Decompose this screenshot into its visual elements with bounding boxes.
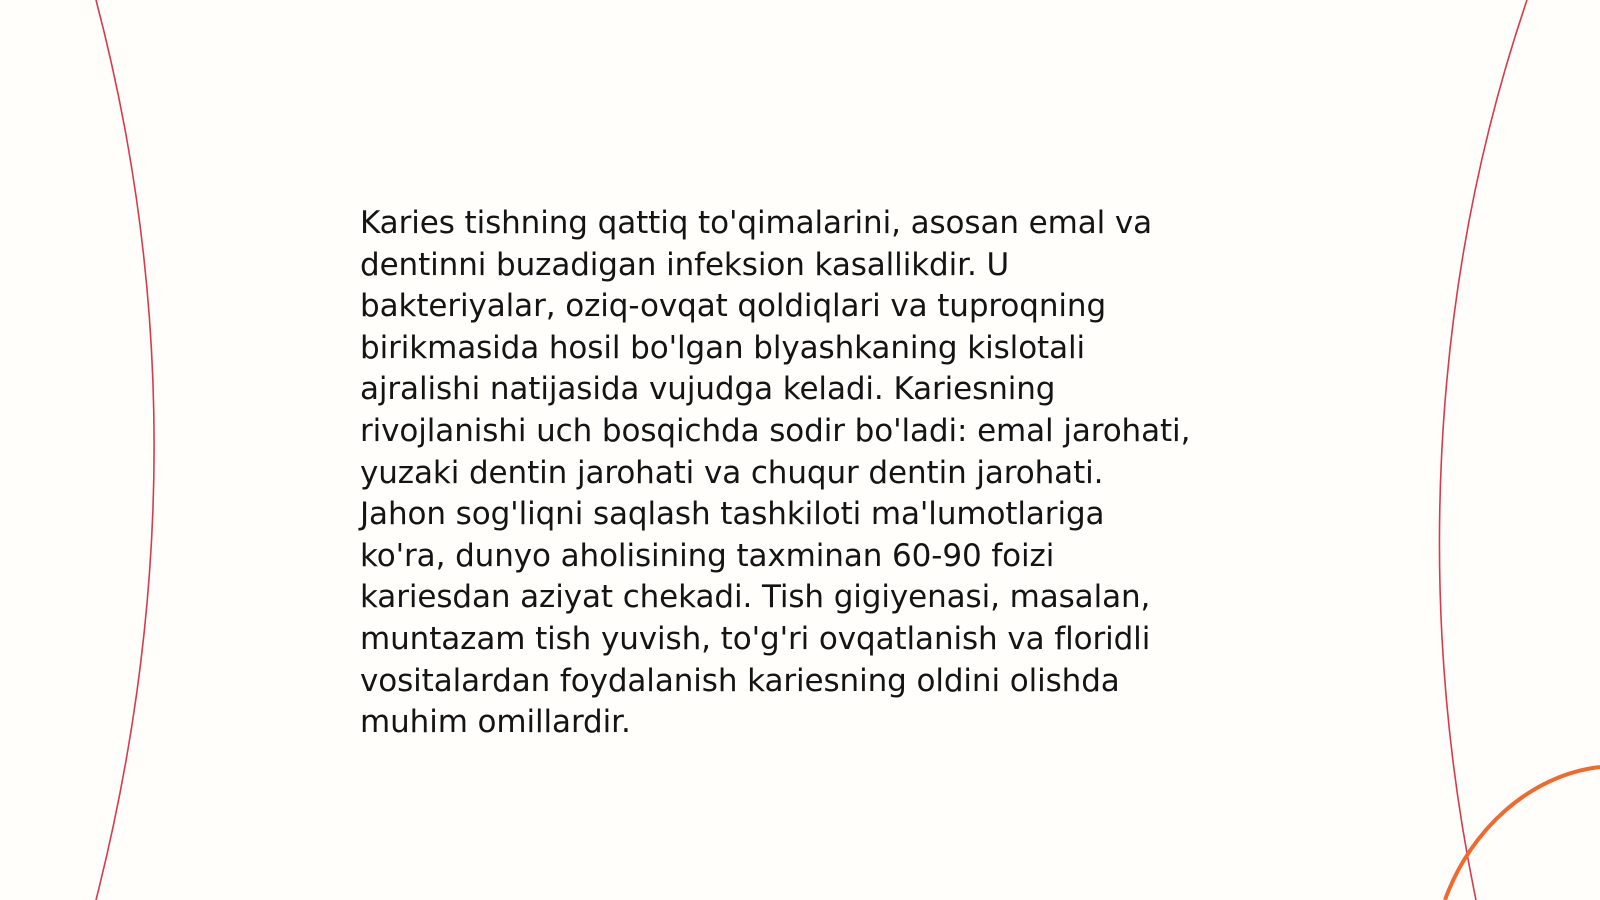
text-line: kariesdan aziyat chekadi. Tish gigiyenasi, masalan, [360, 579, 1151, 616]
text-line: Karies tishning qattiq to'qimalarini, asosan emal va [360, 205, 1153, 241]
text-line: dentinni buzadigan infeksion kasallikdir. U [360, 246, 1010, 283]
text-line: ko'ra, dunyo aholisining taxminan 60-90 foizi [360, 537, 1055, 574]
right-curve [1440, 0, 1527, 900]
text-line: birikmasida hosil bo'lgan blyashkaning kislotali [360, 329, 1086, 366]
text-line: ajralishi natijasida vujudga keladi. Kariesning [360, 371, 1056, 408]
left-curve [96, 0, 154, 900]
text-line: bakteriyalar, oziq-ovqat qoldiqlari va tuproqning [360, 288, 1107, 325]
text-line: vositalardan foydalanish kariesning oldini olishda [360, 662, 1120, 699]
accent-arc [1445, 767, 1600, 900]
text-line: rivojlanishi uch bosqichda sodir bo'ladi: emal jarohati, [360, 412, 1191, 449]
text-line: muntazam tish yuvish, to'g'ri ovqatlanish va floridli [360, 620, 1151, 657]
text-line: yuzaki dentin jarohati va chuqur dentin jarohati. [360, 454, 1104, 491]
body-paragraph [360, 203, 1240, 744]
text-line: Jahon sog'liqni saqlash tashkiloti ma'lumotlariga [360, 496, 1105, 533]
text-line: muhim omillardir. [360, 704, 631, 741]
